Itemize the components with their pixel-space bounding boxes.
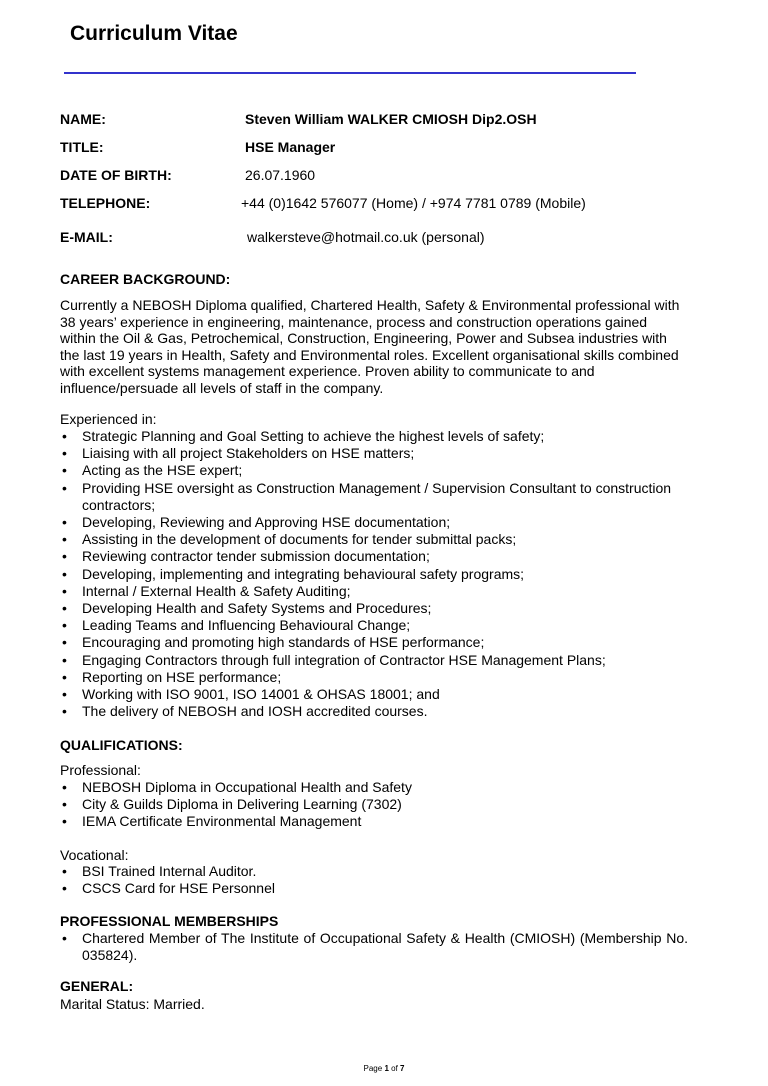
career-line: within the Oil & Gas, Petrochemical, Construction, Engineering, Power and Subsea industries with (60, 330, 667, 346)
list-item: • Reporting on HSE performance; (60, 669, 694, 686)
list-item: • The delivery of NEBOSH and IOSH accredited courses. (60, 703, 694, 720)
list-item: • IEMA Certificate Environmental Management (60, 813, 694, 830)
page-total: 7 (400, 1064, 405, 1073)
general-heading: GENERAL: (60, 978, 134, 994)
title-label: TITLE: (60, 139, 104, 155)
list-item: • Internal / External Health & Safety Auditing; (60, 583, 694, 600)
telephone-label: TELEPHONE: (60, 195, 151, 211)
email-label: E-MAIL: (60, 229, 113, 245)
memberships-heading: PROFESSIONAL MEMBERSHIPS (60, 913, 279, 929)
list-item: • Providing HSE oversight as Construction Management / Supervision Consultant to construction contractors; (60, 480, 694, 514)
experienced-label: Experienced in: (60, 411, 157, 427)
list-item: • Encouraging and promoting high standards of HSE performance; (60, 634, 694, 651)
career-line: influence/persuade all levels of staff in the company. (60, 379, 384, 396)
page-word: Page (363, 1064, 383, 1073)
list-item: • Reviewing contractor tender submission documentation; (60, 548, 694, 565)
list-item: • Liaising with all project Stakeholders on HSE matters; (60, 445, 694, 462)
name-value: Steven William WALKER CMIOSH Dip2.OSH (245, 111, 537, 127)
list-item: • BSI Trained Internal Auditor. (60, 863, 694, 880)
dob-label: DATE OF BIRTH: (60, 167, 172, 183)
list-item: • Strategic Planning and Goal Setting to achieve the highest levels of safety; (60, 428, 694, 445)
list-item: • Leading Teams and Influencing Behavioural Change; (60, 617, 694, 634)
list-item: • City & Guilds Diploma in Delivering Learning (7302) (60, 796, 694, 813)
list-item: • CSCS Card for HSE Personnel (60, 880, 694, 897)
list-item: • Assisting in the development of documents for tender submittal packs; (60, 531, 694, 548)
email-value: walkersteve@hotmail.co.uk (personal) (247, 229, 485, 245)
of-word: of (391, 1064, 398, 1073)
career-line: with excellent systems management experience. Proven ability to communicate to and (60, 363, 595, 379)
telephone-value: +44 (0)1642 576077 (Home) / +974 7781 0789 (Mobile) (241, 195, 586, 211)
career-heading: CAREER BACKGROUND: (60, 271, 231, 287)
experience-list (60, 428, 694, 720)
list-item: • NEBOSH Diploma in Occupational Health and Safety (60, 779, 694, 796)
page-title: Curriculum Vitae (70, 22, 238, 45)
vocational-list (60, 863, 694, 897)
professional-label: Professional: (60, 762, 141, 778)
marital-status: Marital Status: Married. (60, 996, 205, 1012)
qualifications-heading: QUALIFICATIONS: (60, 737, 183, 753)
career-line: Currently a NEBOSH Diploma qualified, Chartered Health, Safety & Environmental professional with (60, 297, 680, 313)
title-underline (64, 72, 636, 74)
list-item: • Engaging Contractors through full integration of Contractor HSE Management Plans; (60, 652, 694, 669)
list-item: • Developing, Reviewing and Approving HSE documentation; (60, 514, 694, 531)
professional-list (60, 779, 694, 831)
page-footer (0, 1064, 768, 1073)
name-label: NAME: (60, 111, 106, 127)
title-value: HSE Manager (245, 139, 336, 155)
career-line: 38 years’ experience in engineering, maintenance, process and construction operations gained (60, 313, 648, 330)
vocational-label: Vocational: (60, 847, 129, 863)
list-item: • Developing Health and Safety Systems and Procedures; (60, 600, 694, 617)
list-item: • Working with ISO 9001, ISO 14001 & OHSAS 18001; and (60, 686, 694, 703)
list-item: • Chartered Member of The Institute of Occupational Safety & Health (CMIOSH) (Membership No. 035824). (60, 930, 688, 964)
career-summary (60, 297, 694, 396)
dob-value: 26.07.1960 (245, 167, 316, 183)
page-current: 1 (384, 1064, 389, 1073)
memberships-list (60, 930, 688, 964)
list-item: • Developing, implementing and integrating behavioural safety programs; (60, 566, 694, 583)
list-item: • Acting as the HSE expert; (60, 462, 694, 479)
career-line: the last 19 years in Health, Safety and Environmental roles. Excellent organisational skills combined (60, 346, 679, 363)
